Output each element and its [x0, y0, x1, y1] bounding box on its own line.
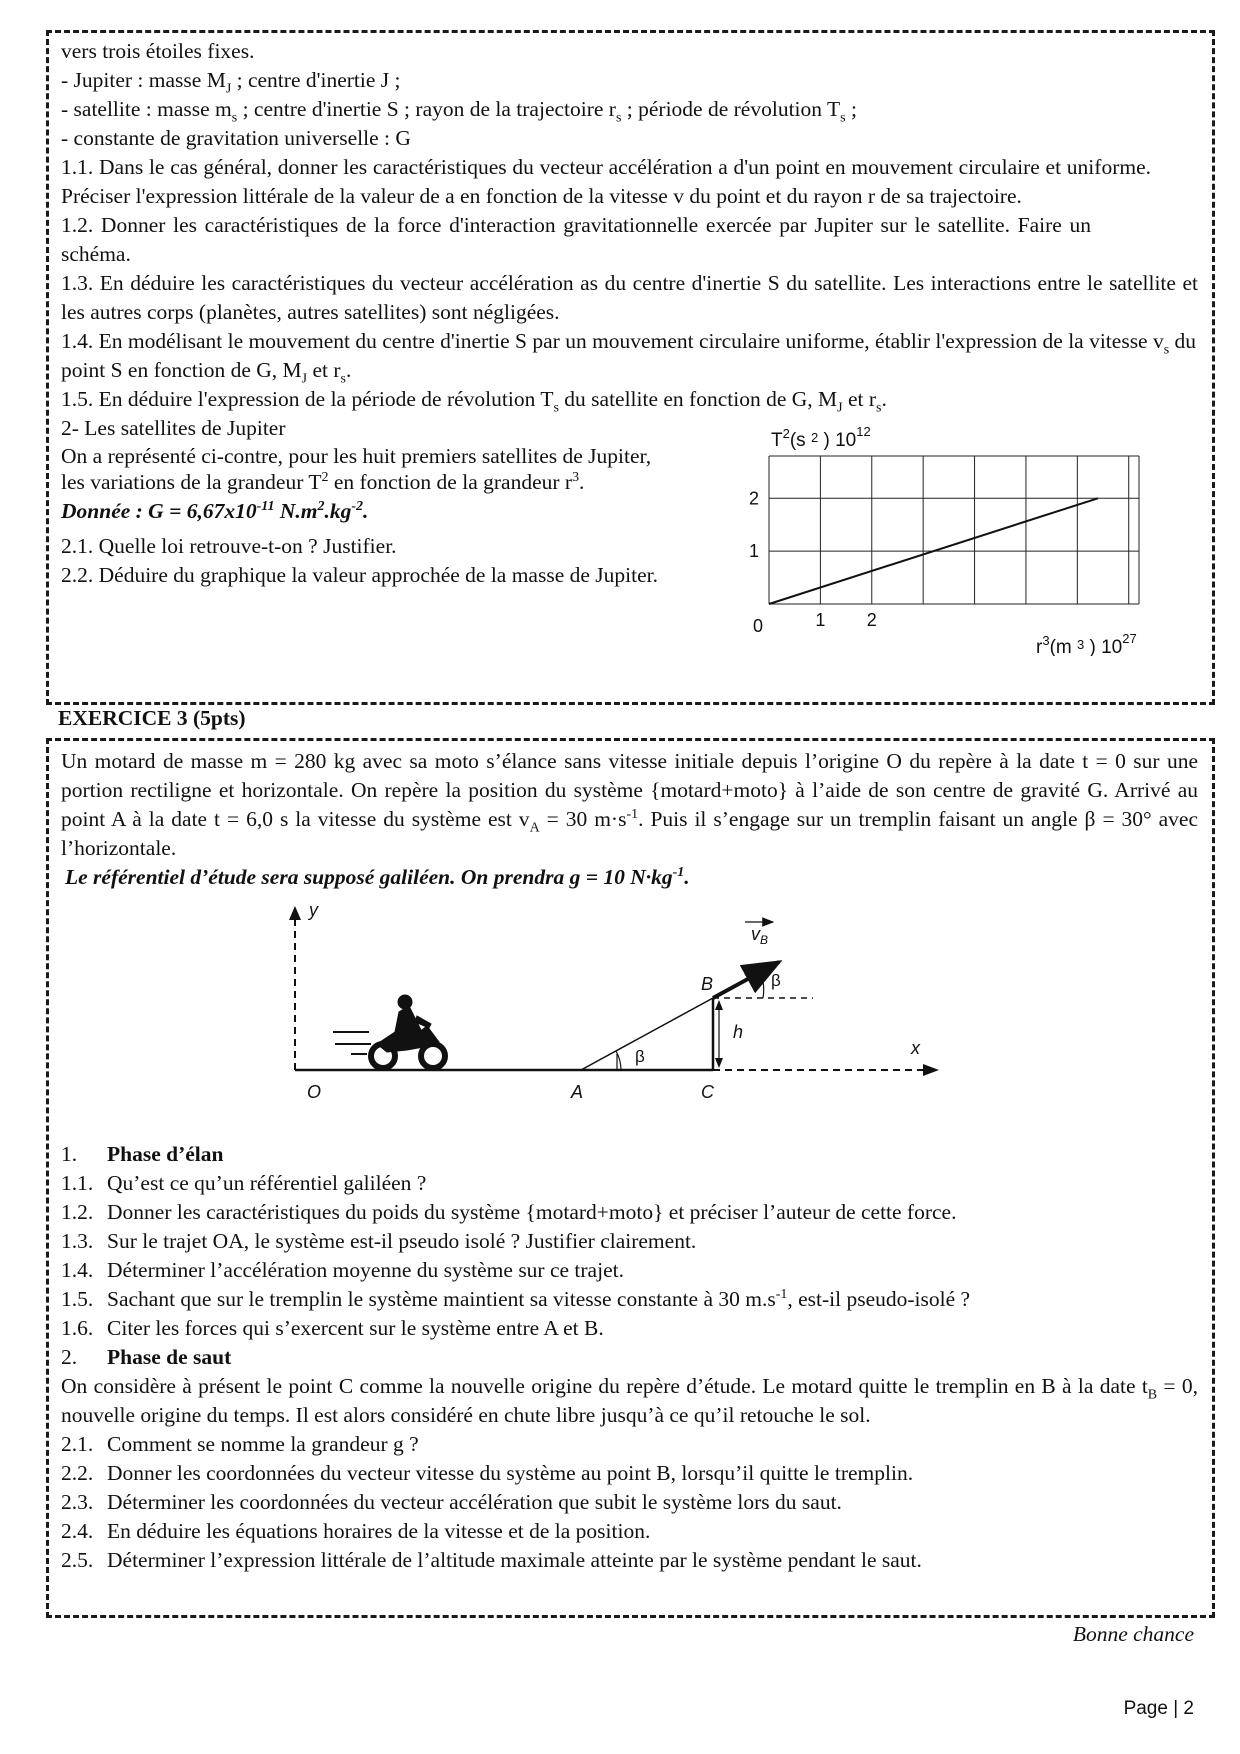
phase-1-section: [61, 1140, 1198, 1343]
point-c-label: C: [701, 1082, 714, 1102]
part-2-title: 2- Les satellites de Jupiter: [61, 416, 286, 440]
phase-2-section: [61, 1343, 1198, 1575]
x-tick-label: 1: [815, 610, 826, 630]
h-label: h: [733, 1022, 744, 1042]
question-row: 2.3. Déterminer les coordonnées du vecteur accélération que subit le système lors du saut.: [61, 1490, 842, 1514]
question-1-3: 1.3. En déduire les caractéristiques du vecteur accélération as du centre d'inertie S du satellite. Les interactions entre le satellite et les autres corps (planètes, autres satellites) sont négligées.: [61, 271, 1198, 324]
question-1-2: 1.2. Donner les caractéristiques de la force d'interaction gravitationnelle exercée par Jupiter sur le satellite. Faire un schéma.: [61, 213, 1091, 266]
part-2-text: [61, 414, 671, 590]
velocity-vector-b: [713, 962, 779, 998]
y-axis-name: y: [309, 900, 318, 920]
question-row: 2.5. Déterminer l’expression littérale de l’altitude maximale atteinte par le système pendant le saut.: [61, 1548, 922, 1572]
y-axis-arrow: [289, 906, 301, 920]
page-number: Page | 2: [1123, 1698, 1194, 1719]
question-row: 1.1. Qu’est ce qu’un référentiel galiléen ?: [61, 1171, 427, 1195]
exercise-2-content: [61, 37, 1198, 654]
beta-label-a: β: [635, 1047, 645, 1066]
question-row: 1.2. Donner les caractéristiques du poids du système {motard+moto} et préciser l’auteur de cette force.: [61, 1200, 957, 1224]
beta-arc-b: [761, 974, 764, 998]
exercise-3-box: [46, 738, 1215, 1618]
question-1-4: 1.4. En modélisant le mouvement du centre d'inertie S par un mouvement circulaire uniforme, établir l'expression de la vitesse $v_s$ du point S en fonction de G, $M_J$ et $r_s$.: [61, 329, 1197, 387]
reference-frame-note: Le référentiel d’étude sera supposé galiléen. On prendra g = 10 $N\cdot kg^{-1}$.: [65, 864, 690, 889]
point-o-label: O: [307, 1082, 322, 1102]
question-row: 1.5. Sachant que sur le tremplin le système maintient sa vitesse constante à 30 $m.s^{-1}$, est-il pseudo-isolé ?: [61, 1286, 971, 1311]
text-line: vers trois étoiles fixes.: [61, 39, 255, 63]
t2-vs-r3-chart: [731, 418, 1231, 656]
question-1-5: 1.5. En déduire l'expression de la période de révolution $T_s$ du satellite en fonction de G, $M_J$ et $r_s$.: [61, 387, 887, 416]
exercise-3-intro: Un motard de masse m = 280 kg avec sa moto s’élance sans vitesse initiale depuis l’origine O du repère à la date t = 0 sur une portion rectiligne et horizontale. On repère la position du système {motard+moto} à l’aide de son centre de gravité G. Arrivé au point A à la date t = 6,0 s la vitesse du système est $v_A = 30$ $m\cdot s^{-1}$. Puis il s’engage sur un tremplin faisant un angle β = 30° avec l’horizontale.: [61, 749, 1198, 860]
question-2-1: 2.1. Quelle loi retrouve-t-on ? Justifier.: [61, 534, 397, 558]
given-data: Donnée : $G = 6,67x10^{-11}$ $N.m^2.kg^{-2}$.: [61, 498, 369, 523]
ramp-figure: [61, 892, 1161, 1140]
question-row: 2.2. Donner les coordonnées du vecteur vitesse du système au point B, lorsqu’il quitte le tremplin.: [61, 1461, 914, 1485]
x-axis-name: x: [911, 1038, 920, 1058]
x-tick-label: 2: [866, 610, 877, 630]
tick-labels: [749, 488, 877, 630]
part-2-intro: On a représenté ci-contre, pour les huit premiers satellites de Jupiter, les variations de la grandeur $T^2$ en fonction de la grandeur $r^3$.: [61, 444, 652, 494]
closing-note: Bonne chance: [1072, 1622, 1194, 1646]
question-row: 1.3. Sur le trajet OA, le système est-il pseudo isolé ? Justifier clairement.: [61, 1229, 697, 1253]
question-row: 1.6. Citer les forces qui s’exercent sur le système entre A et B.: [61, 1316, 604, 1340]
point-a-label: A: [571, 1082, 584, 1102]
phase-2-intro: On considère à présent le point C comme la nouvelle origine du repère d’étude. Le motard quitte le tremplin en B à la date $t_B = 0$, nouvelle origine du temps. Il est alors considéré en chute libre jusqu’à ce qu’il retouche le sol.: [61, 1374, 1198, 1427]
part-2-section: [61, 414, 1198, 654]
question-1-1: 1.1. Dans le cas général, donner les caractéristiques du vecteur accélération a d'un point en mouvement circulaire et uniforme. Préciser l'expression littérale de la valeur de a en fonction de la vitesse v du point et du rayon r de sa trajectoire.: [61, 155, 1151, 208]
exercise-2-box: [46, 30, 1215, 705]
phase-1-heading: 1. Phase d’élan: [61, 1142, 224, 1166]
origin-label: 0: [753, 616, 764, 636]
h-arrow-bottom: [715, 1058, 723, 1068]
x-axis-arrow: [923, 1064, 939, 1076]
text-line: - satellite : masse $m_s$ ; centre d'inertie S ; rayon de la trajectoire $r_s$ ; période de révolution $T_s$ ;: [61, 97, 857, 126]
motorcycle-icon: [371, 995, 445, 1068]
text-line: - Jupiter : masse $M_J$ ; centre d'inertie J ;: [61, 68, 401, 97]
exercise-3-title: EXERCICE 3 (5pts): [58, 706, 246, 730]
x-axis-label: $r^3(m$ $^3$ ) $10^{27}$: [1036, 631, 1137, 656]
ramp: [581, 998, 713, 1070]
y-tick-label: 2: [749, 488, 760, 509]
y-tick-label: 1: [749, 541, 760, 562]
beta-label-b: β: [771, 971, 781, 990]
phase-2-heading: 2. Phase de saut: [61, 1345, 232, 1369]
point-b-label: B: [701, 974, 714, 994]
question-row: 1.4. Déterminer l’accélération moyenne du système sur ce trajet.: [61, 1258, 624, 1282]
question-row: 2.1. Comment se nomme la grandeur g ?: [61, 1432, 419, 1456]
question-row: 2.4. En déduire les équations horaires de la vitesse et de la position.: [61, 1519, 651, 1543]
y-axis-label: $T^2(s$ $^2$ ) $10^{12}$: [771, 424, 871, 451]
vb-label: $v_B$: [751, 924, 769, 947]
question-2-2: 2.2. Déduire du graphique la valeur approchée de la masse de Jupiter.: [61, 563, 659, 587]
h-arrow-top: [715, 1000, 723, 1010]
exercise-3-content: [61, 747, 1198, 1575]
chart-grid: [769, 456, 1139, 604]
text-line: - constante de gravitation universelle : G: [61, 126, 411, 150]
